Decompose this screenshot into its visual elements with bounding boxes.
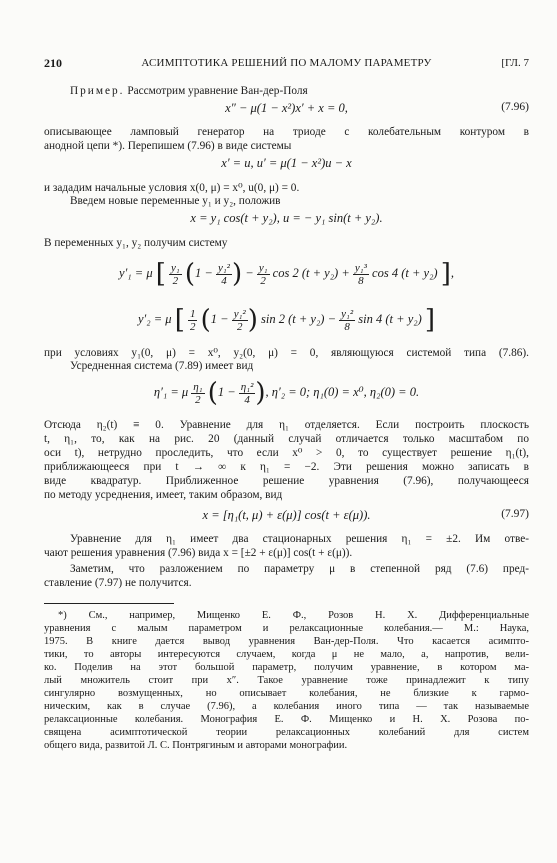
intro-label: Пример. (70, 85, 125, 97)
text-line: по методу усреднения, имеет, таким образом, вид (44, 489, 283, 501)
equation-7-97-body: x = [η₁(t, μ) + ε(μ)] cos(t + ε(μ)). (202, 508, 371, 522)
text-line: Отсюда η₂(t) ≡ 0. Уравнение для η₁ отделяется. Если построить плоскость (44, 419, 529, 431)
eq-term: 2 (172, 274, 179, 287)
text-line: Усредненная система (7.89) имеет вид (70, 360, 254, 372)
running-title: АСИМПТОТИКА РЕШЕНИЙ ПО МАЛОМУ ПАРАМЕТРУ (141, 57, 432, 69)
eq-term: 8 (344, 320, 350, 333)
footnote-line: лый множитель стоит при x″. Такое уравнение тоже принадлежит к типу (44, 675, 529, 686)
text-line: анодной цепи *). Перепишем (7.96) в виде системы (44, 140, 292, 152)
eq-term: 4 (221, 274, 227, 287)
equation-7-97-number: (7.97) (501, 508, 529, 520)
eq-term: y₁³ (354, 261, 367, 274)
eq-term: y₁² (341, 307, 354, 320)
equation-7-96-number: (7.96) (501, 101, 529, 113)
footnote-line: сингулярно возмущенных, но описывает колебания, не близкие к гармо- (44, 688, 529, 699)
eq-term: − (245, 265, 254, 280)
eq-term: 1 − (217, 384, 236, 399)
text-line: описывающее ламповый генератор на триоде с колебательным контуром в (44, 126, 529, 138)
footnote-line: общего вида, развитой Л. С. Понтрягиным и авторами монографии. (44, 740, 348, 751)
eq-term: 1 − (210, 311, 229, 326)
text-line: приближающееся при t → ∞ к η₁ = −2. Эти решения можно записать в (44, 461, 529, 473)
eq-term: cos 4 (t + y₂) (372, 265, 438, 280)
eq-term: sin 2 (t + y₂) − (260, 311, 337, 326)
equation-substitution-body: x = y₁ cos(t + y₂), u = − y₁ sin(t + y₂). (190, 211, 383, 225)
eq-term: y₁² (233, 307, 246, 320)
footnote-line: ническим, как в случае (7.96), а колебания иного типа — так называемые (44, 701, 529, 712)
eq-term: 1 (189, 307, 196, 320)
text-line: ставление (7.97) не получится. (44, 577, 192, 589)
eq-term: y′₂ = μ (137, 311, 172, 326)
text-line: Введем новые переменные y₁ и y₂, положив (70, 195, 281, 207)
chapter-marker: [ГЛ. 7 (501, 57, 529, 69)
intro-text: Рассмотрим уравнение Ван-дер-Поля (127, 85, 308, 97)
text-line: оси t), нетрудно проследить, что если x⁰ > 0, то существует решение η₁(t), (44, 447, 529, 459)
footnote-line: *) См., например, Мищенко Е. Ф., Розов Н. Х. Дифференциальные (58, 610, 529, 621)
running-header (44, 56, 529, 72)
intro-line (70, 84, 529, 98)
text-line: Заметим, что разложением по параметру μ в степенной ряд (7.6) пред- (70, 563, 529, 575)
text-line: чают решения уравнения (7.96) вида x = [±2 + ε(μ)] cos(t + ε(μ)). (44, 547, 353, 559)
footnote-line: релаксационные колебания. Монография Е. Ф. Мищенко и Н. Х. Розова по- (44, 714, 529, 725)
eq-term: 2 (195, 393, 201, 406)
equation-y1-prime: y′₁ = μ [ $\frac{\text{y₁}}{2}$ (1 − $\frac{\text{y₁²}}{4}$ ) − $\frac{\text{y₁}}{2}$ cos 2 (t + y₂) + $\frac{\text{y₁³}}{8}$ cos 4 (t + y₂) ], (119, 259, 454, 289)
footnote-line: 1975. В книге дается вывод уравнения Ван-дер-Поля. Что касается асимпто- (44, 636, 529, 647)
eq-term: sin 4 (t + y₂) (358, 311, 422, 326)
text-line: t, η₁, то, как на рис. 20 (данный случай отличается только масштабом по (44, 433, 529, 445)
eq-term: 1 − (195, 265, 213, 280)
eq-term: 8 (358, 274, 364, 287)
footnote-line: ко. Поделив на этот большой параметр, получим уравнение, в котором ма- (44, 662, 529, 673)
equation-averaged: η′₁ = μ $\frac{\text{η₁}}{2}$ (1 − $\frac{\text{η₁²}}{4}$ ), η′₂ = 0; η₁(0) = x⁰, η₂(0) = 0. (153, 378, 420, 408)
eq-term: 2 (236, 320, 243, 333)
footnote-line: священа асимптотической теории релаксационных колебаний для систем (44, 727, 529, 738)
text-line: Уравнение для η₁ имеет два стационарных решения η₁ = ±2. Им отве- (70, 533, 529, 545)
eq-term: 2 (189, 320, 196, 333)
equation-system-body: x′ = u, u′ = μ(1 − x²)u − x (221, 156, 352, 170)
footnote-line: тики, то авторы интересуются случаем, когда μ не мало, а, напротив, вели- (44, 649, 529, 660)
text-line: виде квадратур. Приближенное решение уравнения (7.96), получающееся (44, 475, 529, 487)
eq-term: η′₁ = μ (153, 384, 189, 399)
footnote-line: уравнения с малым параметром и релаксационные колебания.— М.: Наука, (44, 623, 529, 634)
eq-term: cos 2 (t + y₂) + (272, 265, 350, 280)
equation-y2-prime: y′₂ = μ [ $\frac{1}{2}$ (1 − $\frac{\text{y₁²}}{2}$ ) sin 2 (t + y₂) − $\frac{\text{y₁²}}{8}$ sin 4 (t + y₂) ] (137, 305, 436, 335)
equation-7-96-body: x″ − μ(1 − x²)x′ + x = 0, (225, 101, 348, 115)
eq-term: y′₁ = μ (119, 265, 153, 280)
eq-term: 4 (244, 393, 250, 406)
eq-term: , η′₂ = 0; η₁(0) = x⁰, η₂(0) = 0. (265, 384, 420, 399)
eq-term: y₁² (217, 261, 230, 274)
text-line: и зададим начальные условия x(0, μ) = x⁰, u(0, μ) = 0. (44, 182, 300, 194)
page-number: 210 (44, 56, 62, 70)
text-line: при условиях y₁(0, μ) = x⁰, y₂(0, μ) = 0, являющуюся системой типа (7.86). (44, 347, 529, 359)
text-line: В переменных y₁, y₂ получим систему (44, 237, 228, 249)
eq-term: y₁ (171, 261, 180, 274)
eq-term: y₁ (258, 261, 268, 274)
eq-term: η₁² (240, 380, 254, 393)
eq-term: η₁ (193, 380, 203, 393)
footnote-divider (44, 603, 174, 604)
eq-term: 2 (260, 274, 266, 287)
